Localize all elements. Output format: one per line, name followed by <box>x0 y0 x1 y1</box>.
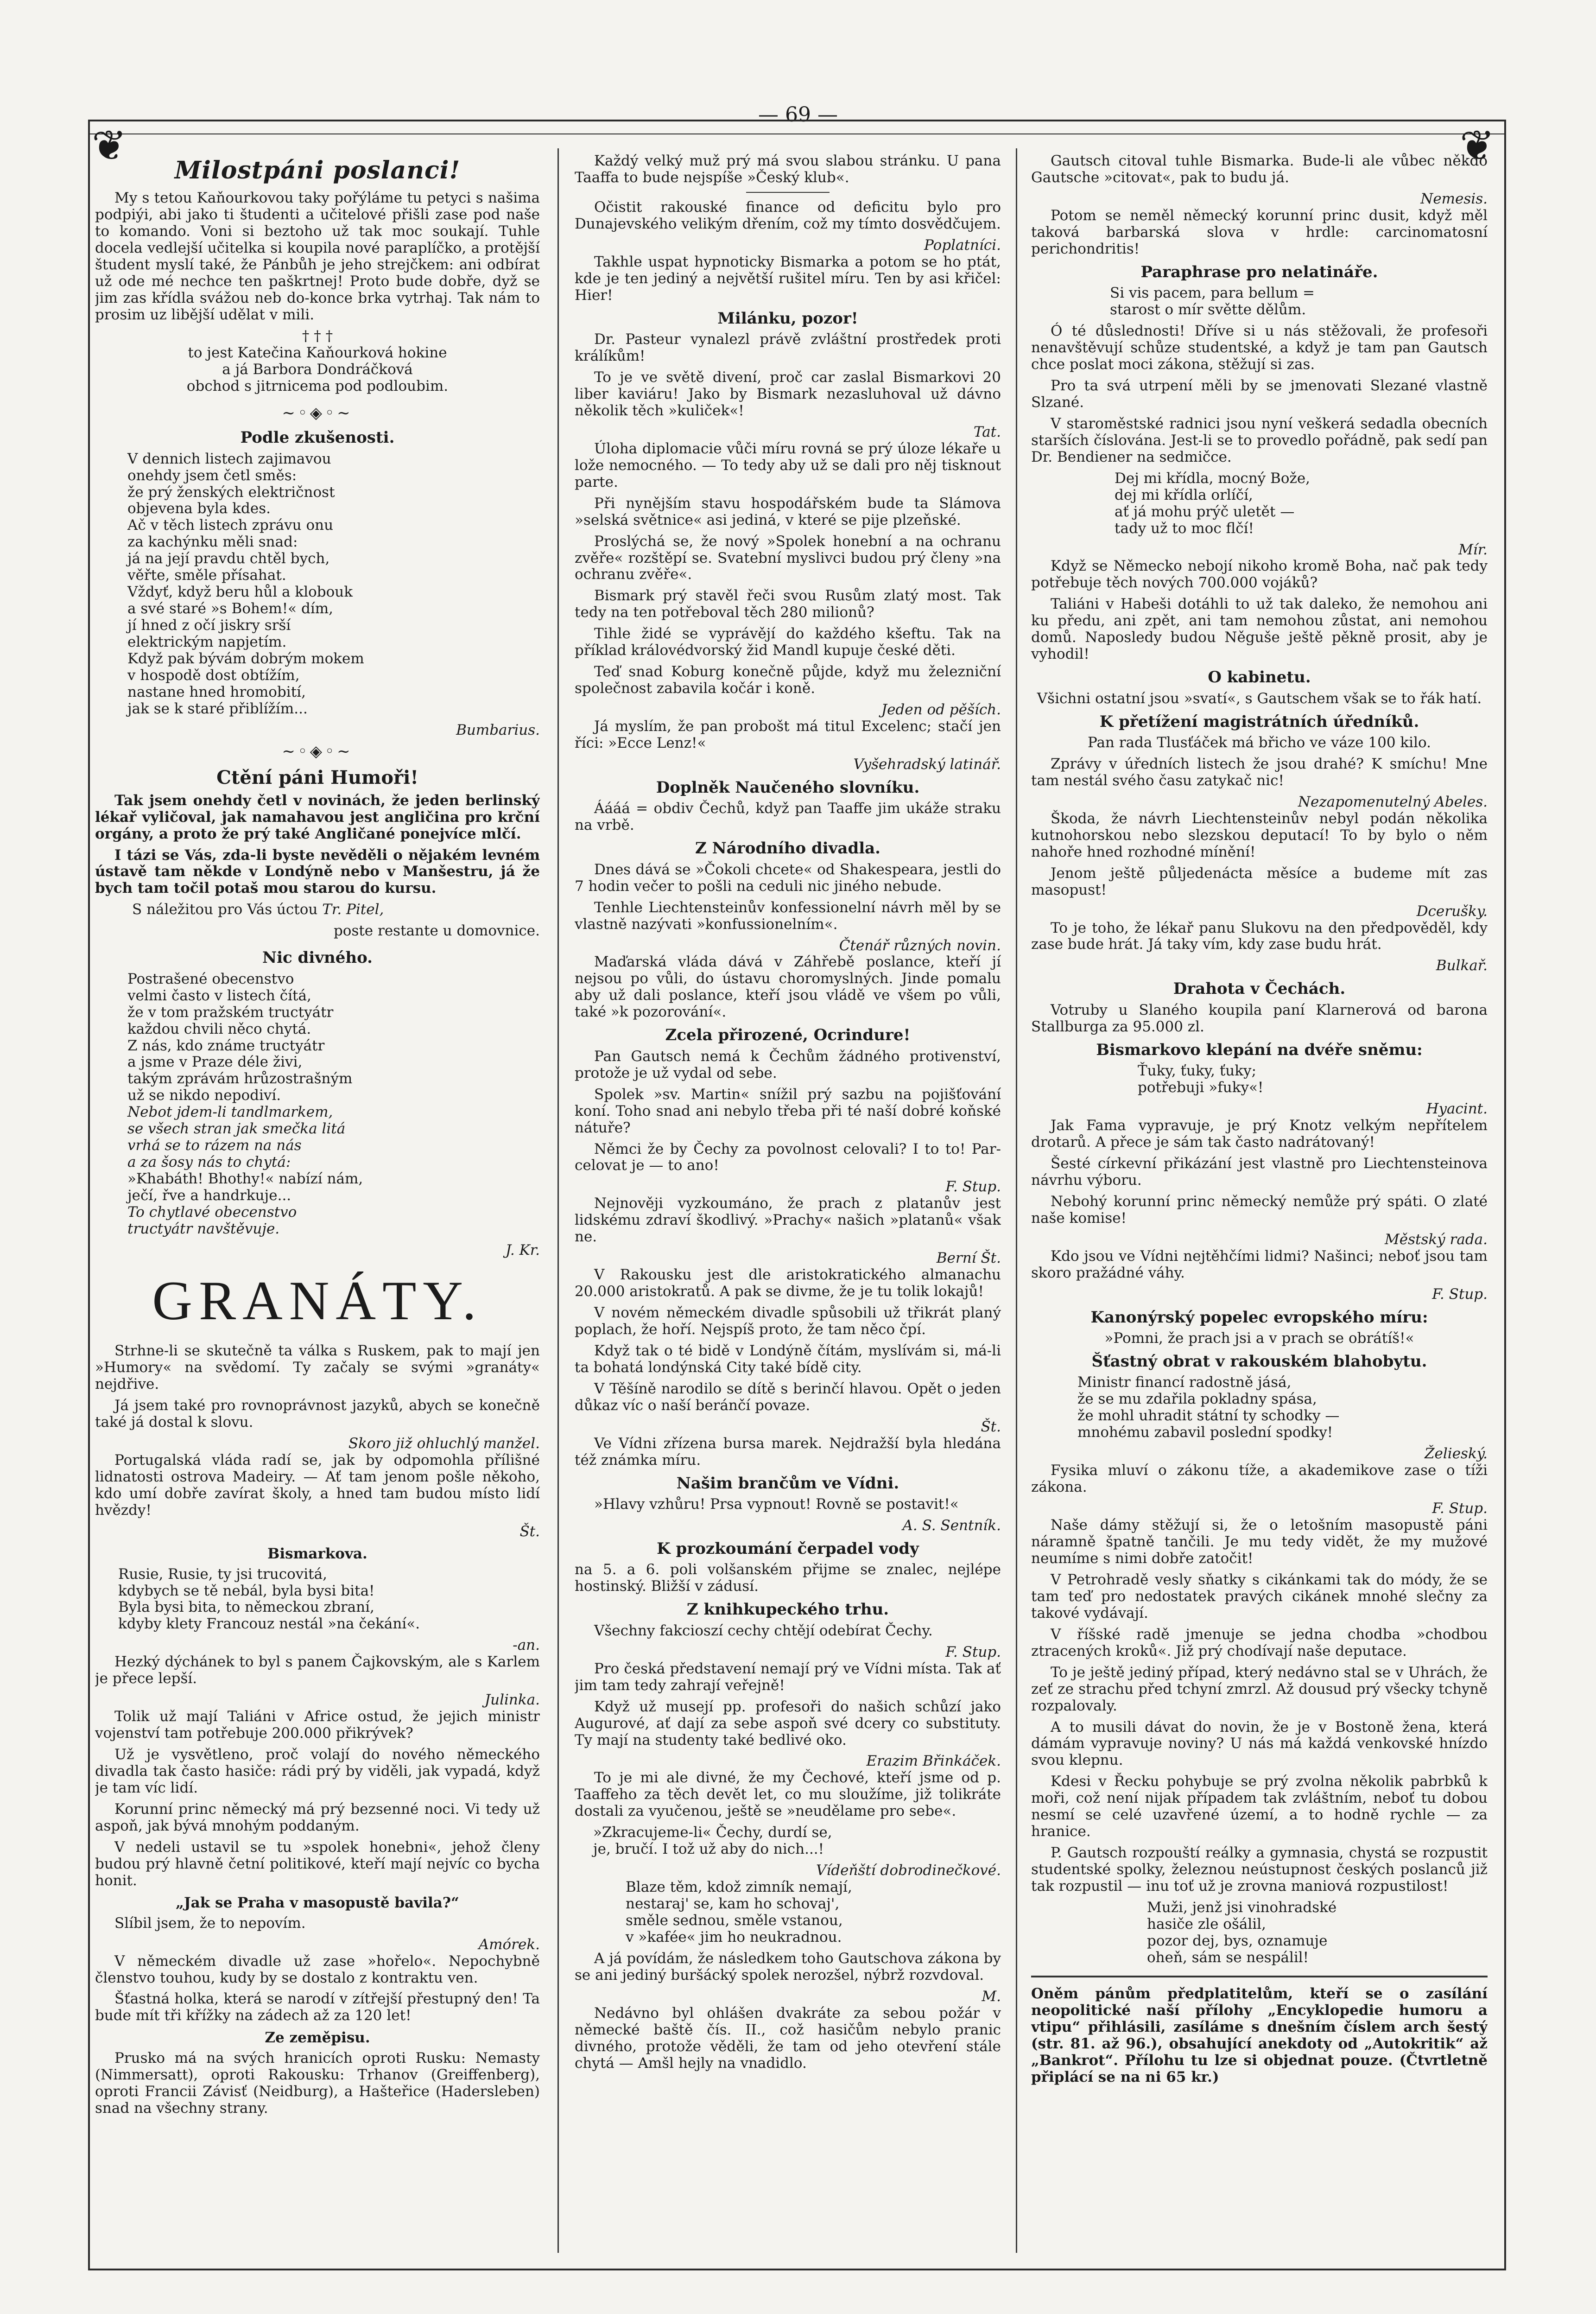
poem-line: za kachýnku měli snad: <box>127 534 298 551</box>
signature: a já Barbora Dondráčková <box>222 361 413 378</box>
signature: Hyacint. <box>1426 1100 1488 1118</box>
article-body: Já jsem také pro rovnoprávnost jazyků, abych se konečně také já dostal k slovu. <box>95 1397 540 1430</box>
article-body: V staroměstské radnici jsou nyní veškerá sedadla obecních starších číslována. Jest-li se to provedlo pořádně, pak sedí pan Dr. Bendiener na sedmičce. <box>1031 415 1488 465</box>
article-body: V Těšíně narodilo se dítě s berinčí hlavou. Opět o jeden důkaz víc o naší beránčí povaze. <box>575 1380 1001 1414</box>
poem-line: vrhá se to rázem na nás <box>127 1137 302 1154</box>
article-body: V novém německém divadle spůsobili už třikrát planý poplach, že hoří. Nejspíš proto, že tam něco čpí. <box>575 1304 1001 1338</box>
article-body: Takhle uspat hypnoticky Bismarka a potom se ho ptát, kde je ten jediný a největší rušitel míru. Ten by asi křičel: Hier! <box>575 253 1001 304</box>
poem-line: jak se k staré přiblížím... <box>127 700 308 717</box>
page-number: — 69 — <box>758 103 838 127</box>
signature: J. Kr. <box>505 1241 540 1259</box>
article-body: Bismark prý stavěl řeči svou Rusům zlatý most. Tak tedy na ten potřeboval těch 280 milionů? <box>575 587 1001 621</box>
poem-line: Ministr financí radostně jásá, <box>1077 1374 1292 1391</box>
article-title: Ze zeměpisu. <box>265 2029 370 2047</box>
article-body: Pro ta svá utrpení měli by se jmenovati Slezané vlastně Slzané. <box>1031 377 1488 411</box>
poem-line: v hospodě dost obtížím, <box>127 667 300 684</box>
poem <box>1147 1900 1488 1966</box>
article-body: »Pomni, že prach jsi a v prach se obrátíš!« <box>1104 1330 1414 1347</box>
article-body: Tihle židé se vyprávějí do každého kšeftu. Tak na příklad královédvorský žid Mandl kupuje české děti. <box>575 625 1001 659</box>
poem-line: jí hned z očí jiskry srší <box>127 617 291 634</box>
divider <box>746 192 830 193</box>
article-body: A to musili dávat do novin, že je v Bostoně žena, která dámám vypravuje noviny? U nás má každá venkovské hnízdo svou klepnu. <box>1031 1718 1488 1769</box>
poem-line: To chytlavé obecenstvo <box>127 1204 297 1221</box>
signature: F. Stup. <box>1432 1500 1488 1517</box>
subscriber-notice: Oněm pánům předplatitelům, kteří se o zasílání neopolitické naší přílohy „Encyklopedie humoru a vtipu“ přihlásili, zasíláme s dnešním číslem arch šestý (str. 81. až 96.), obsahující anekdoty od „Autokritik“ až „Bankrot“. Přílohu tu lze si objednat pouze. (Čtvrtletně připlácí se na ni 65 kr.) <box>1031 1976 1488 2086</box>
poem-line: Muži, jenž jsi vinohradské <box>1147 1899 1337 1916</box>
article-body: Taliáni v Habeši dotáhli to už tak daleko, že nemohou ani ku předu, ani zpět, ani tam nemohou zůstat, ani nemohou domů. Naposledy budou Něguše ještě pěkně prosit, aby je vyhodil! <box>1031 596 1488 663</box>
poem-line: Blaze těm, kdož zimník nemají, <box>626 1879 852 1896</box>
poem-line: že se mu zdařila pokladny spása, <box>1077 1391 1317 1408</box>
poem-line: hasiče zle ošálil, <box>1147 1915 1266 1933</box>
article-title: Ctění páni Humoři! <box>216 767 418 789</box>
closing-line: S náležitou pro Vás úctou <box>132 901 318 918</box>
poem-line: já na její pravdu chtěl bych, <box>127 550 330 567</box>
article-body: A já povídám, že následkem toho Gautschova zákona by se ani jediný buršácký spolek nerozšel, nýbrž rozvdoval. <box>575 1950 1001 1983</box>
signature: to jest Katečina Kaňourková hokine <box>188 344 447 361</box>
signature: Vyšehradský latinář. <box>853 756 1001 773</box>
article-title: Paraphrase pro nelatináře. <box>1140 262 1378 281</box>
poem <box>593 1824 1001 1858</box>
poem-line: že v tom pražském tructyátr <box>127 1004 334 1021</box>
poem-line: nastane hned hromobití, <box>127 683 306 700</box>
signature: F. Stup. <box>945 1178 1001 1195</box>
article-body: V Petrohradě vesly sňatky s cikánkami tak do módy, že se tam teď pro nedostatek pravých cikánek mnohé slečny za takové vydávají. <box>1031 1571 1488 1621</box>
article-body: To je ve světě divení, proč car zaslal Bismarkovi 20 liber kaviáru! Jako by Bismark nezasluhoval už dávno několik těch »kuliček«! <box>575 369 1001 419</box>
article-body: V říšské radě jmenuje se jedna chodba »chodbou ztracených kroků«. Již prý chodívají naše deputace. <box>1031 1626 1488 1659</box>
signature: Tat. <box>973 423 1001 440</box>
poem-line: směle sednou, směle vstanou, <box>626 1912 843 1929</box>
poem-line: elektrickým napjetím. <box>127 634 287 651</box>
signature: Dcerušky. <box>1416 903 1488 920</box>
article-body: Tak jsem onehdy četl v novinách, že jeden berlinský lékař vyličoval, jak namahavou jest angličina pro krční orgány, a proto že prý také Angličané ponejvíce mlčí. <box>95 792 540 842</box>
signature: Julinka. <box>484 1691 540 1709</box>
article-body: Tenhle Liechtensteinův konfessionelní návrh měl by se vlastně nazývati »konfussionelním«. <box>575 899 1001 933</box>
poem-line: »Khabáth! Bhothy!« nabízí nám, <box>127 1170 363 1188</box>
article-body: Když se Německo nebojí nikoho kromě Boha, nač pak tedy potřebuje těch nových 700.000 vojáků? <box>1031 558 1488 591</box>
signature: Želieský. <box>1424 1445 1488 1462</box>
article-body: Teď snad Koburg konečně půjde, když mu železniční společnost zabavila kočár i koně. <box>575 663 1001 697</box>
article-body: Fysika mluví o zákonu tíže, a akademikove zase o tíži zákona. <box>1031 1462 1488 1496</box>
poem-line: Ač v těch listech zprávu onu <box>127 517 334 534</box>
section-title: GRANÁTY. <box>152 1269 483 1331</box>
crosses: † † † <box>302 327 333 344</box>
article-body: Naše dámy stěžují si, že o letošním masopustě páni náramně špatně tančili. Je mu tedy vidět, že my mužové neumíme s nimi dobře zatočit! <box>1031 1517 1488 1567</box>
article-title: K přetížení magistrátních úředníků. <box>1099 712 1419 731</box>
signature: Poplatníci. <box>924 236 1001 254</box>
article-body <box>95 902 540 918</box>
article-body: To je ještě jediný případ, který nedávno stal se v Uhrách, že zeť ze strachu před tchyní zmrzl. Až dousud prý všecky tchyně rozpalovaly. <box>1031 1664 1488 1714</box>
column-left <box>95 153 540 2267</box>
poem-line: tructyátr navštěvuje. <box>127 1221 280 1238</box>
article-body: Jak Fama vypravuje, je prý Knotz velkým nepřítelem drotarů. A přece je sám tak často nadrátovaný! <box>1031 1117 1488 1151</box>
article-title: Kanonýrský popelec evropského míru: <box>1090 1308 1428 1327</box>
article-body: Nedávno byl ohlášen dvakráte za sebou požár v německé baště čís. II., což hasičům nebylo pranic divného, protože věděli, že tam od jeho otevření stále chytá — Amšl hejly na vnadidlo. <box>575 2004 1001 2072</box>
poem <box>1138 1063 1488 1096</box>
article-body: Tolik už mají Taliáni v Africe ostud, že jejich ministr vojenství tam potřebuje 200.000 přikrývek? <box>95 1708 540 1742</box>
poem-line: dej mi křídla orlíčí, <box>1115 486 1253 503</box>
article-title: Zcela přirozené, Ocrindure! <box>665 1026 911 1045</box>
signature: Bulkař. <box>1436 957 1488 974</box>
poem-line: objevena byla kdes. <box>127 500 271 517</box>
article-body: Portugalská vláda radí se, jak by odpomohla přílišné lidnatosti ostrova Madeiry. — Ať tam jenom pošle někoho, kdo umí dobře zavírat školy, a hned tam budou místo lidí hvězdy! <box>95 1451 540 1519</box>
ornament-left: ❦ <box>92 121 127 170</box>
poem-line: oheň, sám se nespálil! <box>1147 1949 1309 1966</box>
column-divider <box>1016 148 1017 2253</box>
article-title: Bismarkova. <box>267 1545 367 1562</box>
article-body: Každý velký muž prý má svou slabou stránku. U pana Taaffa to bude nejspíše »Český klub«. <box>575 153 1001 186</box>
article-title: Našim brančům ve Vídni. <box>676 1474 899 1493</box>
article-body: Já myslím, že pan probošt má titul Excelenc; stačí jen říci: »Ecce Lenz!« <box>575 718 1001 752</box>
poem-line: Byla bysi bita, to německou zbraní, <box>118 1599 374 1616</box>
article-title: Nic divného. <box>262 948 373 967</box>
poem-line: je, bručí. I tož už aby do nich...! <box>593 1841 824 1858</box>
article-body: Jenom ještě půljedenácta měsíce a budeme mít zas masopust! <box>1031 865 1488 898</box>
article-body: Pan rada Tlusťáček má břicho ve váze 100 kilo. <box>1087 734 1431 751</box>
poem-line: Rusie, Rusie, ty jsi trucovitá, <box>118 1565 327 1583</box>
article-title: Z Národního divadla. <box>695 839 881 858</box>
poem-line: v »kafée« jim ho neukradnou. <box>626 1928 842 1945</box>
poem-line: takým zprávám hrůzostrašným <box>127 1070 353 1087</box>
article-body: Šťastná holka, která se narodí v zítřejší přestupný den! Ta bude mít tři křížky na zádech až za 120 let! <box>95 1990 540 2024</box>
article-body: To je mi ale divné, že my Čechové, kteří jsme od p. Taaffeho za těch devět let, co mu sloužíme, již tolikráte dostali za vyučenou, ještě se »neudělame pro sebe«. <box>575 1769 1001 1820</box>
article-body: P. Gautsch rozpouští reálky a gymnasia, chystá se rozpustit studentské spolky, železnou neústupnost českých poslanců již tak rozpustil — inu toť už je zrovna maniová rozpustilost! <box>1031 1844 1488 1895</box>
article-body: Proslýchá se, že nový »Spolek honební a na ochranu zvěře« rozštěpí se. Svatební myslivci budou prý členy »na ochranu zvěře«. <box>575 533 1001 583</box>
article-body: Ó té důslednosti! Dříve si u nás stěžovali, že profesoři nenavštěvují schůze studentské, a když je tam pan Gautsch chce poslat moci zákona, stěžují si zas. <box>1031 323 1488 373</box>
poem-line: velmi často v listech čítá, <box>127 987 311 1004</box>
poem-line: už se nikdo nepodiví. <box>127 1087 281 1104</box>
column-divider <box>557 148 559 2253</box>
signature: A. S. Sentník. <box>902 1517 1001 1534</box>
poem-line: starost o mír světte dělům. <box>1110 301 1306 318</box>
poem-line: Ťuky, ťuky, ťuky; <box>1138 1062 1257 1080</box>
article-title: O kabinetu. <box>1208 668 1311 687</box>
article-body: Nebohý korunní princ německý nemůže prý spáti. O zlaté naše komise! <box>1031 1193 1488 1227</box>
article-body: Spolek »sv. Martin« snížil prý sazbu na pojišťování koní. Toho snad ani nebylo třeba při té naší dobré koňské nátuře? <box>575 1086 1001 1136</box>
signature: F. Stup. <box>1432 1285 1488 1303</box>
article-body: Prusko má na svých hranicích oproti Rusku: Nemasty (Nimmersatt), oproti Rakousku: Trhanov (Greiffenberg), oproti Francii Závisť (Neidburg), a Hašteřice (Hadersleben) snad na všechny strany. <box>95 2050 540 2117</box>
poem <box>118 1566 540 1633</box>
question: „Jak se Praha v masopustě bavila?“ <box>176 1894 459 1911</box>
signature: M. <box>982 1988 1001 2005</box>
signature: Vídeňští dobrodinečkové. <box>816 1862 1001 1879</box>
article-body: V nedeli ustavil se tu »spolek honebni«, jehož členy budou prý hlavně četní politikové, kteří mají nejvíc co bycha honit. <box>95 1838 540 1889</box>
signature: Čtenář různých novin. <box>839 937 1001 954</box>
signature: Berní Št. <box>936 1250 1001 1267</box>
poem-line: ať já mohu prýč uletět — <box>1115 503 1295 520</box>
column-right <box>1031 153 1488 2267</box>
signature: Bumbarius. <box>456 721 540 738</box>
signature: Št. <box>981 1418 1001 1435</box>
signature: obchod s jitrnicema pod podloubim. <box>186 377 449 394</box>
signature: poste restante u domovnice. <box>333 922 540 940</box>
poem-line: Vždyť, když beru hůl a klobouk <box>127 584 353 601</box>
article-body: Votruby u Slaného koupila paní Klarnerová od barona Stallburga za 95.000 zl. <box>1031 1001 1488 1035</box>
poem <box>1110 285 1488 318</box>
poem-line: že mohl uhradit státní ty schodky — <box>1077 1407 1340 1424</box>
poem-line: Si vis pacem, para bellum = <box>1110 285 1315 302</box>
signature: -an. <box>513 1637 540 1654</box>
poem-line: ječí, řve a handrkuje... <box>127 1187 291 1204</box>
poem-line: onehdy jsem četl směs: <box>127 467 297 484</box>
article-title: Bismarkovo klepání na dvéře sněmu: <box>1096 1040 1423 1059</box>
article-title: Z knihkupeckého trhu. <box>686 1600 889 1619</box>
poem-line: a své staré »s Bohem!« dím, <box>127 600 333 617</box>
column-middle <box>575 153 1001 2267</box>
article-body: Maďarská vláda dává v Záhřebě poslance, kteří jí nejsou po vůli, do ústavu choromyslných. Jinde pomalu aby už dali poslance, kteří jsou vládě ve všem po vůli, také »k pozorování«. <box>575 954 1001 1021</box>
article-body: Potom se neměl německý korunní princ dusit, když měl taková barbarská slova v hrdle: carcinomatosní perichondritis! <box>1031 207 1488 257</box>
poem-line: a za šosy nás to chytá: <box>127 1154 291 1171</box>
signature: Tr. Pitel, <box>322 901 384 918</box>
poem-line: se všech stran jak smečka litá <box>127 1120 346 1138</box>
article-body: Kdesi v Řecku pohybuje se prý zvolna několik pabrbků k moři, což není nijak případem tak zvláštním, neboť tu dobou nesmí se celé uzavřené území, a to hodně rychle — za hranice. <box>1031 1773 1488 1840</box>
article-body: Pro česká představení nemají prý ve Vídni místa. Tak ať jim tam tedy zahrají veřejně! <box>575 1660 1001 1694</box>
poem-line: Z nás, kdo známe tructyátr <box>127 1037 325 1054</box>
article-body: Očistit rakouské finance od deficitu bylo pro Dunajevského velikým dřením, což my tímto dosvědčujem. <box>575 198 1001 232</box>
article-body: Když tak o té bidě v Londýně čítám, myslívám si, má-li ta bohatá londýnská City také bídě city. <box>575 1342 1001 1376</box>
article-body: Škoda, že návrh Liechtensteinův nebyl podán několika kutnohorskou nebo slezskou deputací! To by bylo o něm nahoře hned rozhodné mínění! <box>1031 810 1488 860</box>
signature: Št. <box>519 1523 540 1540</box>
poem-line: věřte, směle přísahat. <box>127 567 286 584</box>
article-body: Když už musejí pp. profesoři do našich schůzí jako Augurové, ať dají za sebe aspoň své dcery co substituty. Ty mají na studenty také bedlivé oko. <box>575 1698 1001 1748</box>
poem <box>127 451 540 718</box>
signature: Nemesis. <box>1420 190 1488 207</box>
article-body: Áááá = obdiv Čechů, když pan Taaffe jim ukáže straku na vrbě. <box>575 800 1001 834</box>
article-body: Dnes dává se »Čokoli chcete« od Shakespeara, jestli do 7 hodin večer to pošli na ceduli nic jiného nebude. <box>575 861 1001 895</box>
article-body: To je toho, že lékař panu Slukovu na den předpověděl, kdy zase bude hrát. Já taky vím, kdy zase budu hrát. <box>1031 919 1488 953</box>
signature: F. Stup. <box>945 1643 1001 1660</box>
poem-line: a jsme v Praze déle živi, <box>127 1054 303 1071</box>
poem-line: potřebuji »fuky«! <box>1138 1079 1264 1096</box>
poem <box>1115 470 1488 537</box>
article-title: K prozkoumání čerpadel vody <box>657 1539 919 1558</box>
poem-line: Nebot jdem-li tandlmarkem, <box>127 1104 333 1121</box>
article-title: Doplněk Naučeného slovníku. <box>656 778 920 797</box>
article-body: Gautsch citoval tuhle Bismarka. Bude-li ale vůbec někdo Gautsche »citovat«, pak to budu já. <box>1031 153 1488 186</box>
signature: Erazim Břinkáček. <box>866 1753 1001 1770</box>
article-body: Němci že by Čechy za povolnost celovali? I to to! Par-celovat je — to ano! <box>575 1140 1001 1174</box>
article-title: Podle zkušenosti. <box>240 428 395 447</box>
signature: Mír. <box>1458 541 1488 558</box>
article-body: Úloha diplomacie vůči míru rovná se prý úloze lékaře u lože nemocného. — To tedy aby už se dali pro něj tisknout parte. <box>575 440 1001 490</box>
article-body: »Hlavy vzhůru! Prsa vypnout! Rovně se postavit!« <box>594 1496 959 1513</box>
article-body: Nejnověji vyzkoumáno, že prach z platanův jest lidskému zdraví škodlivý. »Prachy« našich »platanů« však ne. <box>575 1195 1001 1246</box>
poem-line: nestaraj' se, kam ho schovaj', <box>626 1895 840 1913</box>
article-body: Kdo jsou ve Vídni nejtěhčími lidmi? Našinci; neboť jsou tam skoro pražádné váhy. <box>1031 1247 1488 1281</box>
article-body: Šesté církevní přikázání jest vlastně pro Liechtensteinova návrhu výboru. <box>1031 1155 1488 1189</box>
article-body: Pan Gautsch nemá k Čechům žádného protivenství, protože je už vydal od sebe. <box>575 1048 1001 1081</box>
ornament-right: ❦ <box>1460 121 1495 170</box>
article-body: Při nynějším stavu hospodářském bude ta Slámova »selská světnice« asi jediná, v které se pije plzeňské. <box>575 495 1001 528</box>
poem-line: Postrašené obecenstvo <box>127 970 294 987</box>
article-body: Hezký dýchánek to byl s panem Čajkovským, ale s Karlem je přece lepší. <box>95 1653 540 1687</box>
article-title: Milostpáni poslanci! <box>174 156 461 184</box>
poem <box>626 1879 1001 1946</box>
article-title: Drahota v Čechách. <box>1173 979 1346 998</box>
poem-line: mnohému zabavil poslední spodky! <box>1077 1424 1333 1441</box>
poem <box>127 971 540 1238</box>
article-body: na 5. a 6. poli volšanském přijme se znalec, nejlépe hostinský. Bližší v zádusí. <box>575 1561 1001 1595</box>
poem-line: Dej mi křídla, mocný Bože, <box>1115 470 1311 487</box>
article-body: Dr. Pasteur vynalezl právě zvláštní prostředek proti králíkům! <box>575 331 1001 365</box>
article-body: V Rakousku jest dle aristokratického almanachu 20.000 aristokratů. A pak se divme, že je tu tolik lokajů! <box>575 1266 1001 1300</box>
signature: Městský rada. <box>1385 1231 1488 1248</box>
poem-line: »Zkracujeme-li« Čechy, durdí se, <box>593 1824 832 1841</box>
poem-line: kdyby klety Francouz nestál »na čekání«. <box>118 1615 420 1633</box>
poem-line: Když pak bývám dobrým mokem <box>127 650 364 668</box>
article-body: Ve Vídni zřízena bursa marek. Nejdražší byla hledána též známka míru. <box>575 1435 1001 1468</box>
poem <box>1077 1374 1488 1441</box>
signature: Jeden od pěších. <box>881 701 1001 718</box>
article-body: Zprávy v úředních listech že jsou drahé? K smíchu! Mne tam nestál svého času zatykač nic! <box>1031 755 1488 789</box>
article-body: Korunní princ německý má prý bezsenné noci. Vi tedy už aspoň, jak bývá mnohým poddaným. <box>95 1800 540 1834</box>
article-body: Všichni ostatní jsou »svatí«, s Gautschem však se to řák hatí. <box>1037 690 1482 707</box>
article-body: V německém divadle už zase »hořelo«. Nepochybně členstvo touhou, kudy by se dostalo z kontraktu ven. <box>95 1952 540 1986</box>
article-body: Slíbil jsem, že to nepovím. <box>114 1914 306 1932</box>
article-body: Strhne-li se skutečně ta válka s Ruskem, pak to mají jen »Humory« na svědomí. Ty začaly se svými »granáty« nejdřive. <box>95 1342 540 1393</box>
poem-line: že prý ženských električnost <box>127 483 335 501</box>
article-title: Šťastný obrat v rakouském blahobytu. <box>1091 1352 1427 1371</box>
poem-line: pozor dej, bys, oznamuje <box>1147 1932 1328 1949</box>
article-body: Už je vysvětleno, proč volají do nového německého divadla tak často hasiče: rádi prý by viděli, jak vypadá, když je tam víc lidí. <box>95 1746 540 1796</box>
poem-line: V dennich listech zajimavou <box>127 450 331 467</box>
signature: Amórek. <box>478 1936 540 1953</box>
signature: Skoro již ohluchlý manžel. <box>348 1435 540 1452</box>
divider-ornament: ~◦◈◦~ <box>282 403 353 422</box>
poem-line: kdybych se tě nebál, byla bysi bita! <box>118 1582 375 1599</box>
poem-line: každou chvili něco chytá. <box>127 1020 311 1037</box>
article-body: My s tetou Kaňourkovou taky pořýláme tu petyci s našima podpiýi, abi jako ti študenti a učitelové přišli zase pod naše to komando. Voni si beztoho už tak moc soukají. Tuhle docela vedlejší učitelka si koupila nové paraplíčko, a protější študent myslí také, že Pánbůh je jeho strejčkem: ani odbírat už ode mé nechce ten paškrtnej! Proto bude dobře, dyž se jim zas křídla svážou neb do-konce brka vytrhaj. Tak nám to prosim uz libější udělat v mili. <box>95 190 540 323</box>
poem-line: tady už to moc flčí! <box>1115 520 1254 537</box>
signature: Nezapomenutelný Abeles. <box>1298 793 1488 810</box>
article-body: I tázi se Vás, zda-li byste nevěděli o nějakém levném ústavě tam někde v Londýně nebo v Manšestru, já že bych tam točil potaš mou starou do kursu. <box>95 846 540 897</box>
article-title: Milánku, pozor! <box>717 309 858 328</box>
divider-ornament: ~◦◈◦~ <box>282 742 353 761</box>
article-body: Všechny fakcioszí cechy chtějí odebírat Čechy. <box>594 1622 933 1639</box>
